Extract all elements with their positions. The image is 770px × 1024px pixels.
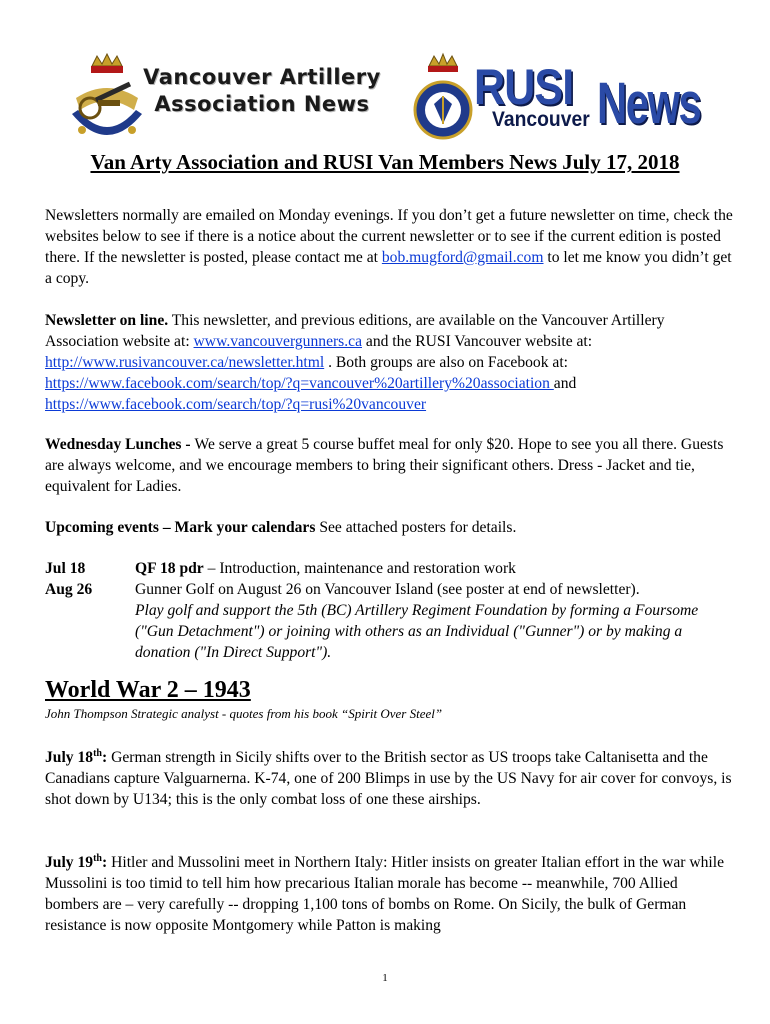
rusi-logo-vancouver: Vancouver <box>492 108 590 131</box>
event-text: Gunner Golf on August 26 on Vancouver Island (see poster at end of newsletter). <box>135 581 640 598</box>
event-title: QF 18 pdr <box>135 560 204 577</box>
event-item <box>135 579 735 663</box>
online-text-3: . Both groups are also on Facebook at: <box>324 354 569 371</box>
contact-email-link[interactable]: bob.mugford@gmail.com <box>381 249 544 266</box>
rusivancouver-newsletter-link[interactable]: http://www.rusivancouver.ca/newsletter.html <box>45 354 325 371</box>
upcoming-label: Upcoming events – Mark your calendars <box>45 519 316 536</box>
rusi-logo-news: News <box>597 71 701 136</box>
intro-paragraph <box>45 205 735 289</box>
newsletter-title: Van Arty Association and RUSI Van Members News July 17, 2018 <box>90 150 680 174</box>
rusi-logo-rusi: RUSI <box>474 59 574 115</box>
vaa-logo <box>62 52 382 152</box>
ww2-entry <box>45 848 735 936</box>
facebook-rusi-link[interactable]: https://www.facebook.com/search/top/?q=rusi%20vancouver <box>45 396 427 413</box>
online-text-4: and <box>553 375 577 392</box>
ww2-subtitle: John Thompson Strategic analyst - quotes from his book “Spirit Over Steel” <box>45 706 443 721</box>
event-item <box>135 558 735 579</box>
ww2-entry-suffix: th <box>93 853 102 864</box>
ww2-entry <box>45 743 735 810</box>
event-date: Aug 26 <box>45 581 93 598</box>
online-label: Newsletter on line. <box>45 312 169 329</box>
facebook-vaa-link[interactable]: https://www.facebook.com/search/top/?q=vancouver%20artillery%20association <box>45 375 554 392</box>
ww2-heading: World War 2 – 1943 <box>45 677 251 703</box>
event-italic-text: Play golf and support the 5th (BC) Artillery Regiment Foundation by forming a Foursome ("Gun Detachment") or joining with others as an Individual ("Gunner") or by making a donation ("In Direct Support"). <box>135 602 699 661</box>
vaa-logo-line2: Association News <box>154 92 370 116</box>
lunches-label: Wednesday Lunches - <box>45 436 195 453</box>
artillery-crest-icon <box>62 52 152 152</box>
vaa-logo-text <box>142 64 382 118</box>
page-number: 1 <box>382 972 388 984</box>
online-text-2: and the RUSI Vancouver website at: <box>362 333 593 350</box>
vaa-logo-line1: Vancouver Artillery <box>143 65 381 89</box>
intro-text: Newsletters normally are emailed on Monday evenings. If you don’t get a future newsletter on time, check the websites below to see if there is a notice about the current newsletter or to see if the current edition is posted there. If the newsletter is posted, please contact me at <box>45 207 733 266</box>
online-paragraph <box>45 310 735 415</box>
ww2-entry-suffix: th <box>93 748 102 759</box>
upcoming-paragraph <box>45 517 735 538</box>
ww2-entry-text: German strength in Sicily shifts over to the British sector as US troops take Caltanisetta and the Canadians capture Valguarnerna. K-74, one of 200 Blimps in use by the US Navy for air cover for convoys, is shot down by U134; this is the only combat loss of one these airships. <box>45 749 732 809</box>
vancouvergunners-link[interactable]: www.vancouvergunners.ca <box>193 333 362 350</box>
online-text-1: This newsletter, and previous editions, are available on the Vancouver Artillery Association website at: <box>45 312 665 350</box>
lunches-text: We serve a great 5 course buffet meal for only $20. Hope to see you all there. Guests are always welcome, and we encourage members to bring their significant others. Dress - Jacket and tie, equivalent for Ladies. <box>45 436 724 495</box>
lunches-paragraph <box>45 434 735 497</box>
ww2-entry-date: July 18th: <box>45 748 108 767</box>
upcoming-text: See attached posters for details. <box>315 519 517 536</box>
ww2-entry-date: July 19th: <box>45 853 108 872</box>
intro-text-after: to let me know you didn’t get a copy. <box>45 249 732 287</box>
event-date: Jul 18 <box>45 560 86 577</box>
rusi-logo <box>412 52 712 152</box>
event-text: – Introduction, maintenance and restoration work <box>203 560 516 577</box>
rusi-crest-icon <box>412 52 474 152</box>
ww2-entry-text: Hitler and Mussolini meet in Northern Italy: Hitler insists on greater Italian effort in the war while Mussolini is too timid to tell him how precarious Italian morale has become -- meanwhile, 700 Allied bombers are – very carefully -- dropping 1,100 tons of bombs on Rome. On Sicily, the bulk of German resistance is now opposite Montgomery while Patton is making <box>45 854 725 935</box>
